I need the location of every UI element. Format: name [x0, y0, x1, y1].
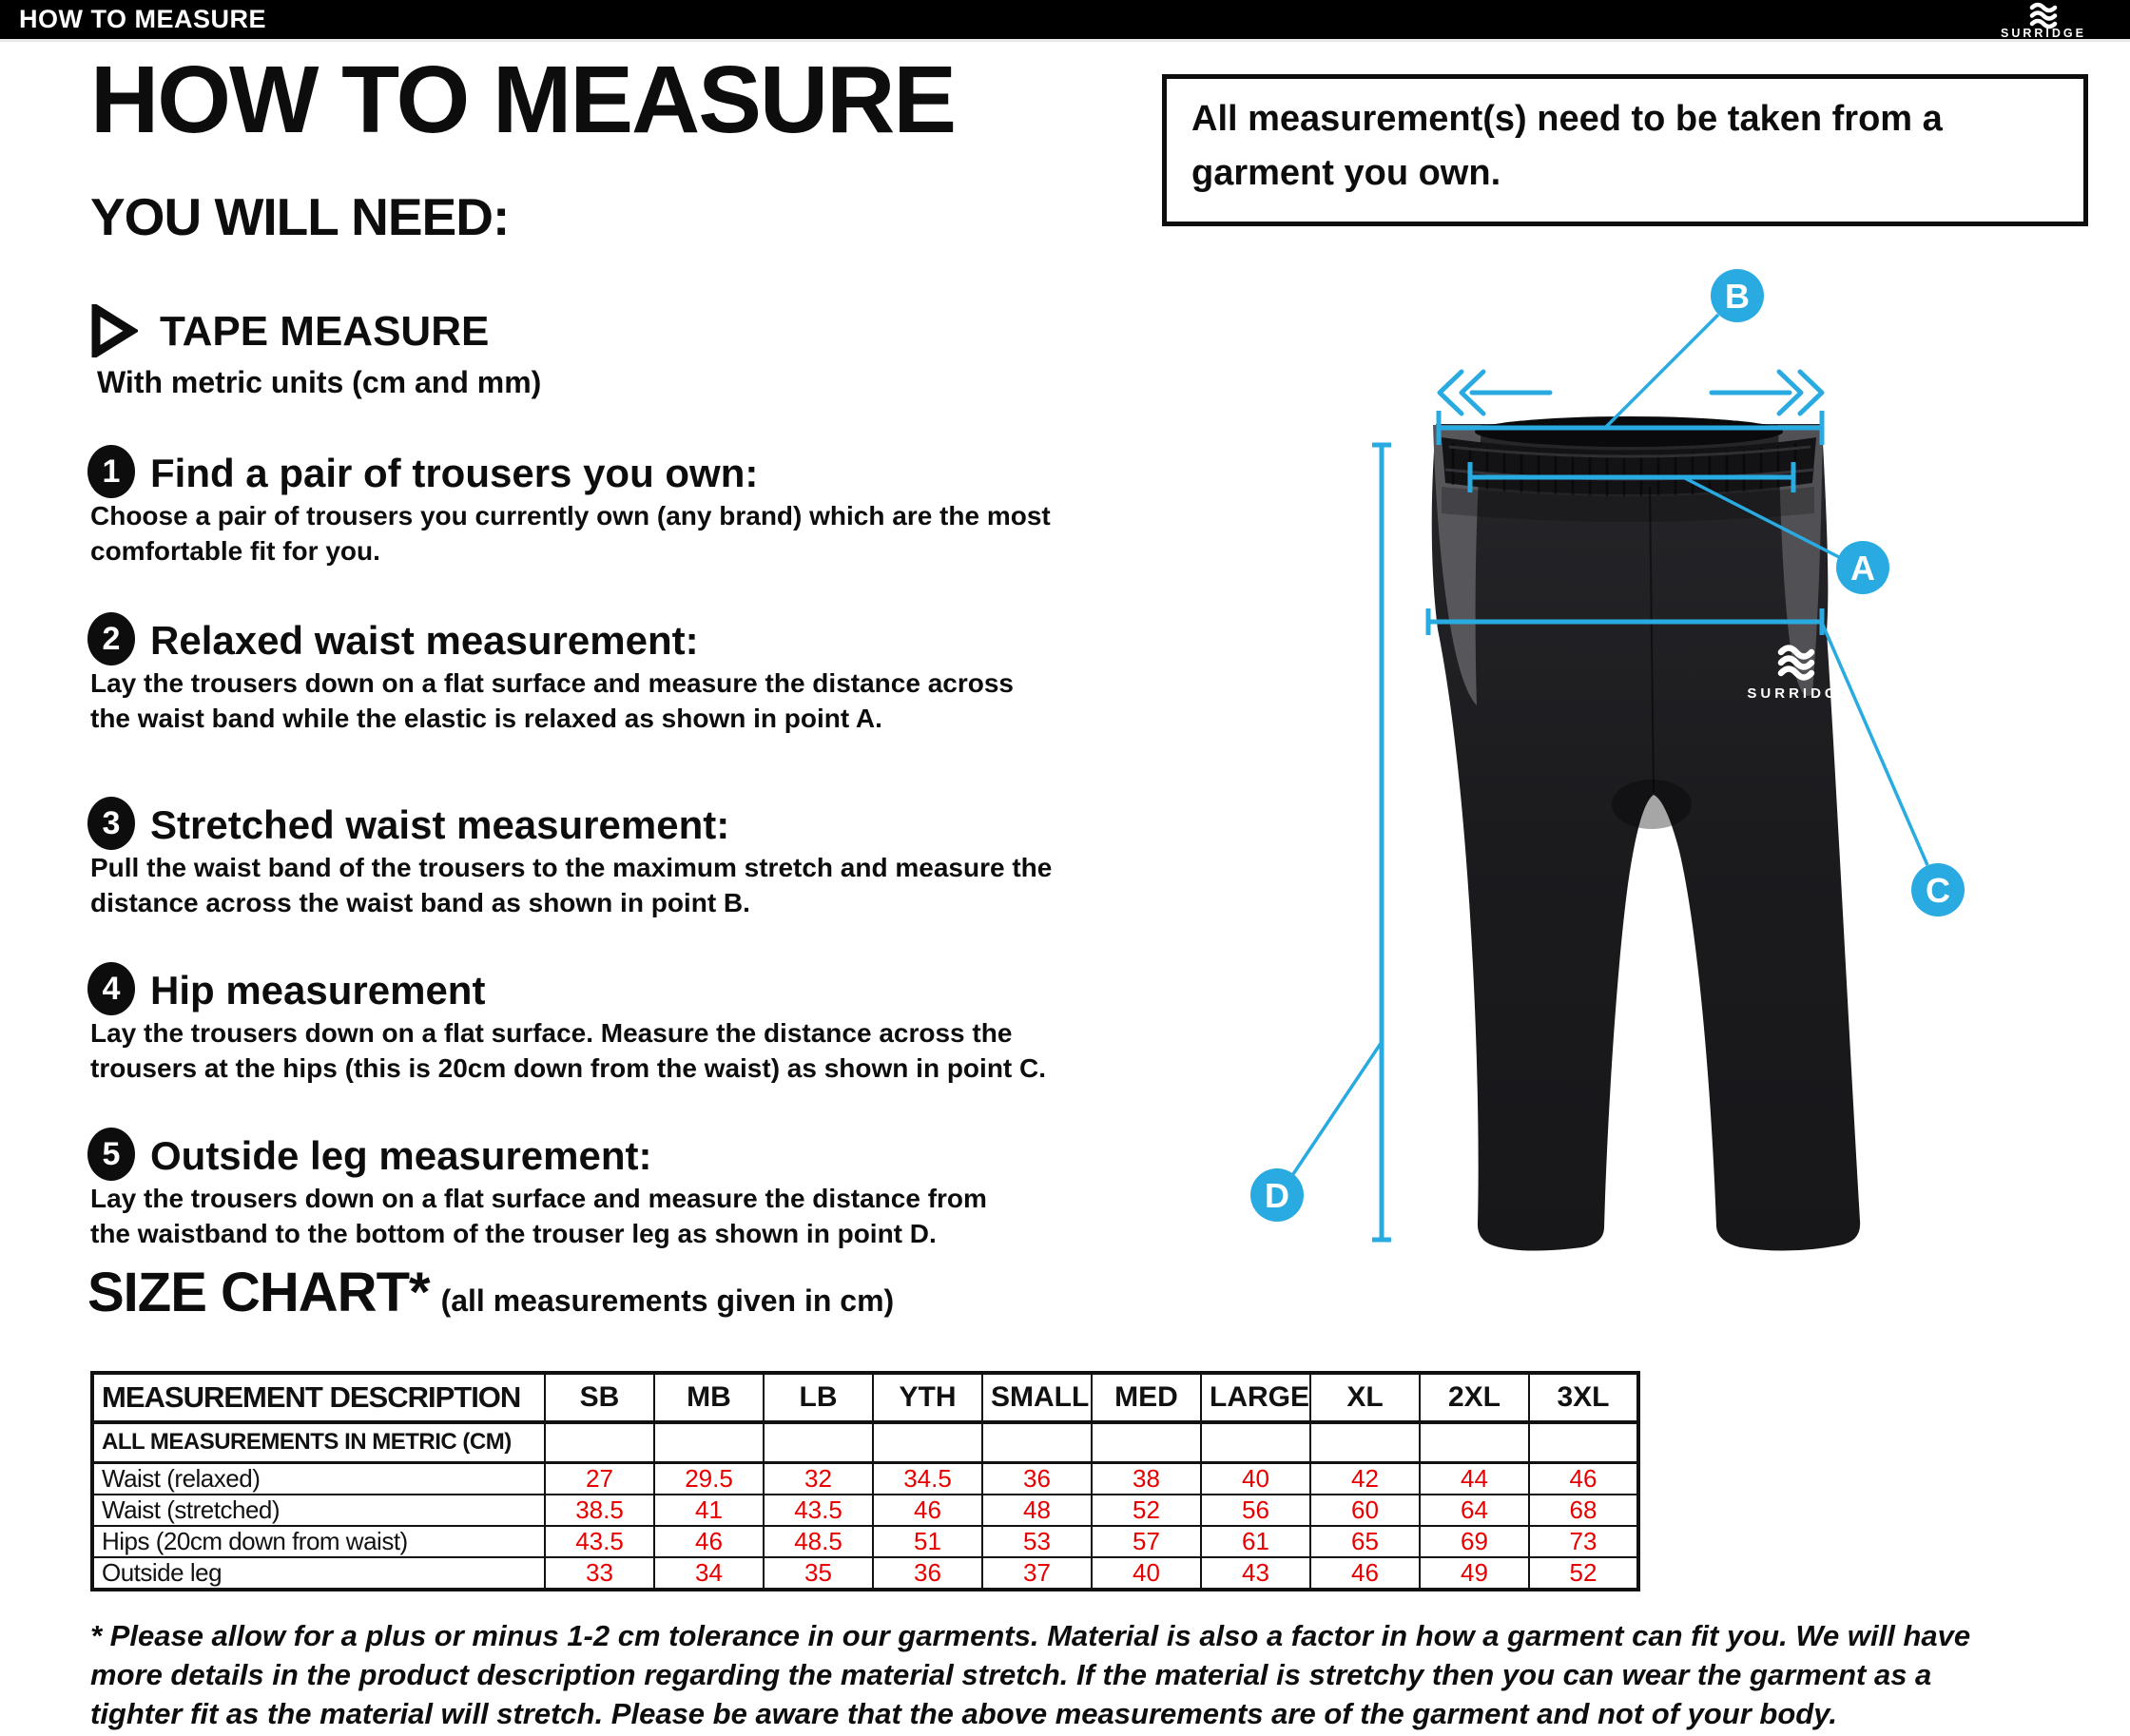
garment-logo-text: SURRIDGE: [1747, 685, 1853, 702]
measure-line-d: [1293, 445, 1391, 1240]
page-title: HOW TO MEASURE: [90, 47, 956, 153]
tape-measure-detail: With metric units (cm and mm): [97, 365, 542, 399]
step-5-body: [90, 1181, 987, 1251]
cell: 65: [1310, 1526, 1420, 1557]
table-row-hips: [92, 1526, 1638, 1557]
cell: 42: [1310, 1462, 1420, 1495]
row-label: Waist (relaxed): [92, 1462, 545, 1495]
step-3-body: [90, 850, 1052, 920]
cell: 34: [654, 1557, 764, 1590]
col-header-sb: SB: [545, 1373, 654, 1422]
cell: 51: [873, 1526, 982, 1557]
metric-note-label: ALL MEASUREMENTS IN METRIC (CM): [92, 1422, 545, 1462]
cell: 43: [1201, 1557, 1310, 1590]
step-3-body-line1: Pull the waist band of the trousers to the maximum stretch and measure the: [90, 853, 1053, 882]
cell: 56: [1201, 1495, 1310, 1526]
cell: 52: [1529, 1557, 1638, 1590]
point-d-marker: [1250, 1168, 1304, 1222]
crotch-shadow: [1612, 780, 1692, 829]
col-header-small: SMALL: [982, 1373, 1092, 1422]
col-header-2xl: 2XL: [1420, 1373, 1529, 1422]
col-header-lb: LB: [764, 1373, 873, 1422]
cell: 48.5: [764, 1526, 873, 1557]
row-label: Waist (stretched): [92, 1495, 545, 1526]
col-header-mb: MB: [654, 1373, 764, 1422]
cell: 43.5: [545, 1526, 654, 1557]
col-header-description: MEASUREMENT DESCRIPTION: [92, 1373, 545, 1422]
step-1-number: 1: [87, 445, 135, 498]
size-chart-subtitle: (all measurements given in cm): [440, 1283, 895, 1318]
step-5-number: 5: [87, 1128, 135, 1181]
table-row-waist-stretched: [92, 1495, 1638, 1526]
cell: 46: [1310, 1557, 1420, 1590]
step-4-number: 4: [87, 962, 135, 1015]
brand-logo-text: SURRIDGE: [2001, 26, 2086, 40]
size-chart-title: SIZE CHART*: [87, 1262, 430, 1323]
col-header-3xl: 3XL: [1529, 1373, 1638, 1422]
step-1-body: [90, 498, 1051, 569]
cell: 73: [1529, 1526, 1638, 1557]
row-label: Outside leg: [92, 1557, 545, 1590]
cell: 46: [654, 1526, 764, 1557]
cell: 64: [1420, 1495, 1529, 1526]
step-3-number: 3: [87, 797, 135, 850]
step-2-body-line1: Lay the trousers down on a flat surface and measure the distance across: [90, 668, 1014, 698]
empty-cell: [1529, 1422, 1638, 1462]
cell: 27: [545, 1462, 654, 1495]
cell: 68: [1529, 1495, 1638, 1526]
point-b-label: B: [1725, 277, 1750, 316]
footnote-line2: more details in the product description regarding the material stretch. If the material is stretchy then you can wear the garment as a: [90, 1658, 1932, 1691]
footnote-line3: tighter fit as the material will stretch. Please be aware that the above measurements are of the garment and not of your body.: [90, 1697, 1837, 1730]
cell: 38: [1092, 1462, 1201, 1495]
cell: 37: [982, 1557, 1092, 1590]
cell: 60: [1310, 1495, 1420, 1526]
empty-cell: [654, 1422, 764, 1462]
col-header-large: LARGE: [1201, 1373, 1310, 1422]
cell: 48: [982, 1495, 1092, 1526]
tolerance-footnote: [90, 1616, 1970, 1733]
step-4-body-line1: Lay the trousers down on a flat surface. Measure the distance across the: [90, 1018, 1013, 1048]
step-3-title: Stretched waist measurement:: [150, 802, 730, 847]
step-3-body-line2: distance across the waist band as shown in point B.: [90, 888, 750, 917]
trousers-image: [1432, 416, 1860, 1251]
metric-note-row: [92, 1422, 1638, 1462]
empty-cell: [1420, 1422, 1529, 1462]
step-2-body-line2: the waist band while the elastic is relaxed as shown in point A.: [90, 704, 882, 733]
point-c-label: C: [1926, 871, 1950, 910]
top-bar: [0, 0, 2130, 42]
cell: 57: [1092, 1526, 1201, 1557]
cell: 40: [1092, 1557, 1201, 1590]
empty-cell: [1310, 1422, 1420, 1462]
cell: 52: [1092, 1495, 1201, 1526]
you-will-need-heading: YOU WILL NEED:: [90, 187, 510, 246]
step-5-body-line1: Lay the trousers down on a flat surface and measure the distance from: [90, 1184, 987, 1213]
cell: 36: [873, 1557, 982, 1590]
surridge-logo-icon: [1982, 0, 2105, 40]
trouser-measurement-diagram: [1179, 238, 2130, 1341]
point-b-marker: [1711, 269, 1764, 322]
col-header-med: MED: [1092, 1373, 1201, 1422]
brand-logo: [1982, 0, 2130, 40]
step-2-title: Relaxed waist measurement:: [150, 618, 699, 663]
size-chart-heading: [87, 1261, 894, 1324]
size-chart-table: [90, 1371, 1640, 1591]
step-4-body: [90, 1015, 1046, 1086]
cell: 34.5: [873, 1462, 982, 1495]
waist-opening: [1475, 416, 1783, 447]
empty-cell: [764, 1422, 873, 1462]
garment-note-box: [1162, 74, 2088, 226]
cell: 49: [1420, 1557, 1529, 1590]
step-1-body-line1: Choose a pair of trousers you currently own (any brand) which are the most: [90, 501, 1051, 530]
empty-cell: [545, 1422, 654, 1462]
cell: 61: [1201, 1526, 1310, 1557]
table-row-waist-relaxed: [92, 1462, 1638, 1495]
garment-note-line1: All measurement(s) need to be taken from a: [1191, 99, 1943, 139]
tape-measure-label: TAPE MEASURE: [160, 308, 490, 355]
cell: 69: [1420, 1526, 1529, 1557]
table-row-outside-leg: [92, 1557, 1638, 1590]
cell: 40: [1201, 1462, 1310, 1495]
play-triangle-icon: [90, 304, 138, 357]
cell: 41: [654, 1495, 764, 1526]
cell: 33: [545, 1557, 654, 1590]
row-label: Hips (20cm down from waist): [92, 1526, 545, 1557]
point-a-label: A: [1850, 549, 1875, 588]
step-1-title: Find a pair of trousers you own:: [150, 451, 759, 495]
empty-cell: [1092, 1422, 1201, 1462]
stretch-arrows: [1440, 372, 1822, 414]
cell: 35: [764, 1557, 873, 1590]
cell: 44: [1420, 1462, 1529, 1495]
point-c-marker: [1911, 863, 1965, 916]
empty-cell: [1201, 1422, 1310, 1462]
cell: 46: [873, 1495, 982, 1526]
point-d-label: D: [1265, 1176, 1289, 1215]
garment-note-line2: garment you own.: [1191, 153, 1501, 193]
point-a-marker: [1836, 541, 1889, 594]
table-header-row: [92, 1373, 1638, 1422]
cell: 46: [1529, 1462, 1638, 1495]
step-5-body-line2: the waistband to the bottom of the trouser leg as shown in point D.: [90, 1219, 937, 1248]
cell: 53: [982, 1526, 1092, 1557]
cell: 38.5: [545, 1495, 654, 1526]
step-2-number: 2: [87, 612, 135, 665]
footnote-line1: * Please allow for a plus or minus 1-2 cm tolerance in our garments. Material is also a factor in how a garment can fit you. We will have: [90, 1619, 1971, 1652]
step-4-title: Hip measurement: [150, 968, 486, 1013]
step-1-body-line2: comfortable fit for you.: [90, 536, 380, 566]
step-5-title: Outside leg measurement:: [150, 1133, 652, 1178]
empty-cell: [982, 1422, 1092, 1462]
cell: 29.5: [654, 1462, 764, 1495]
empty-cell: [873, 1422, 982, 1462]
cell: 43.5: [764, 1495, 873, 1526]
cell: 32: [764, 1462, 873, 1495]
col-header-xl: XL: [1310, 1373, 1420, 1422]
step-2-body: [90, 665, 1014, 736]
col-header-yth: YTH: [873, 1373, 982, 1422]
top-bar-title: HOW TO MEASURE: [19, 5, 267, 33]
step-4-body-line2: trousers at the hips (this is 20cm down from the waist) as shown in point C.: [90, 1053, 1047, 1083]
cell: 36: [982, 1462, 1092, 1495]
